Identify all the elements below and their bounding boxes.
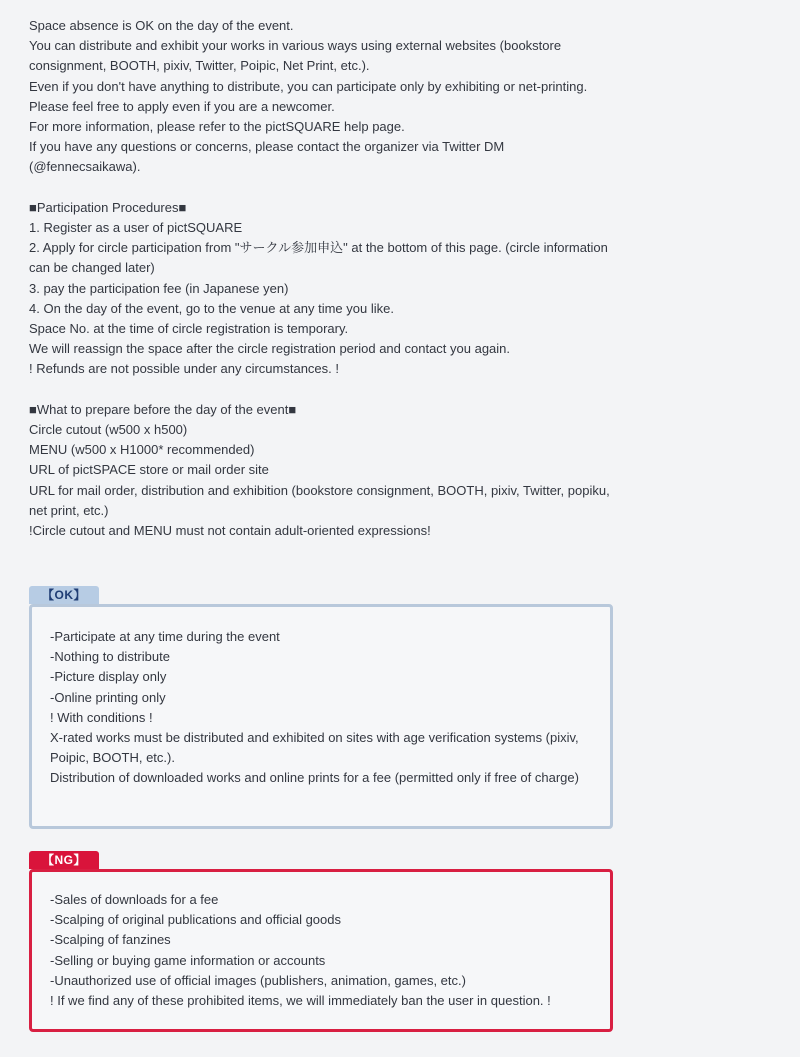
ng-item: -Unauthorized use of official images (publishers, animation, games, etc.) (50, 972, 466, 988)
intro-line: Please feel free to apply even if you are a newcomer. (29, 98, 335, 114)
ok-item: -Online printing only (50, 689, 166, 705)
ng-item: -Sales of downloads for a fee (50, 892, 219, 907)
ok-item: X-rated works must be distributed and exhibited on sites with age verification systems (pixiv, Poipic, BOOTH, etc.). (50, 730, 579, 766)
ok-item: ! With conditions ! (50, 709, 153, 725)
ng-item: -Scalping of original publications and official goods (50, 912, 342, 928)
procedure-item: 1. Register as a user of pictSQUARE (29, 220, 243, 236)
procedures-heading: ■Participation Procedures■ (29, 199, 187, 215)
ok-item: -Picture display only (50, 669, 167, 685)
prepare-item: MENU (w500 x H1000* recommended) (29, 442, 255, 458)
procedure-item: 3. pay the participation fee (in Japanese yen) (29, 280, 289, 296)
spacer (29, 178, 619, 198)
ng-section (29, 851, 613, 1032)
intro-line: For more information, please refer to the pictSQUARE help page. (29, 119, 405, 135)
procedure-item: 4. On the day of the event, go to the venue at any time you like. (29, 300, 394, 316)
ok-item: Distribution of downloaded works and online prints for a fee (permitted only if free of charge) (50, 770, 579, 786)
ng-item: -Selling or buying game information or accounts (50, 952, 326, 968)
ng-tag: 【NG】 (29, 851, 99, 869)
prepare-heading: ■What to prepare before the day of the event■ (29, 401, 297, 417)
ng-item: -Scalping of fanzines (50, 932, 171, 948)
intro-line: You can distribute and exhibit your works in various ways using external websites (bookstore consignment, BOOTH, pixiv, Twitter, Poipic, Net Print, etc.). (29, 38, 562, 74)
ng-item: ! If we find any of these prohibited items, we will immediately ban the user in question. ! (50, 993, 551, 1009)
intro-line: If you have any questions or concerns, please contact the organizer via Twitter DM (@fennecsaikawa). (29, 139, 505, 175)
prepare-item: URL of pictSPACE store or mail order site (29, 462, 269, 478)
procedure-item: Space No. at the time of circle registration is temporary. (29, 321, 349, 337)
intro-line: Even if you don't have anything to distribute, you can participate only by exhibiting or net-printing. (29, 78, 588, 94)
prepare-item: Circle cutout (w500 x h500) (29, 422, 188, 438)
ok-tag: 【OK】 (29, 586, 99, 604)
ok-item: -Nothing to distribute (50, 649, 170, 665)
ng-box (29, 869, 613, 1032)
spacer (29, 380, 619, 400)
ok-item: -Participate at any time during the event (50, 629, 280, 644)
procedure-item: ! Refunds are not possible under any circumstances. ! (29, 361, 339, 377)
procedure-item: We will reassign the space after the circle registration period and contact you again. (29, 341, 511, 357)
prepare-item: URL for mail order, distribution and exhibition (bookstore consignment, BOOTH, pixiv, Twitter, popiku, net print, etc.) (29, 482, 610, 518)
bottom-strip (0, 1043, 800, 1057)
ok-section (29, 586, 613, 829)
procedure-item: 2. Apply for circle participation from "サークル参加申込" at the bottom of this page. (circle information can be changed later) (29, 240, 608, 276)
prepare-item: !Circle cutout and MENU must not contain adult-oriented expressions! (29, 523, 431, 539)
event-description (29, 16, 619, 541)
intro-line: Space absence is OK on the day of the event. (29, 18, 294, 33)
ok-box (29, 604, 613, 829)
